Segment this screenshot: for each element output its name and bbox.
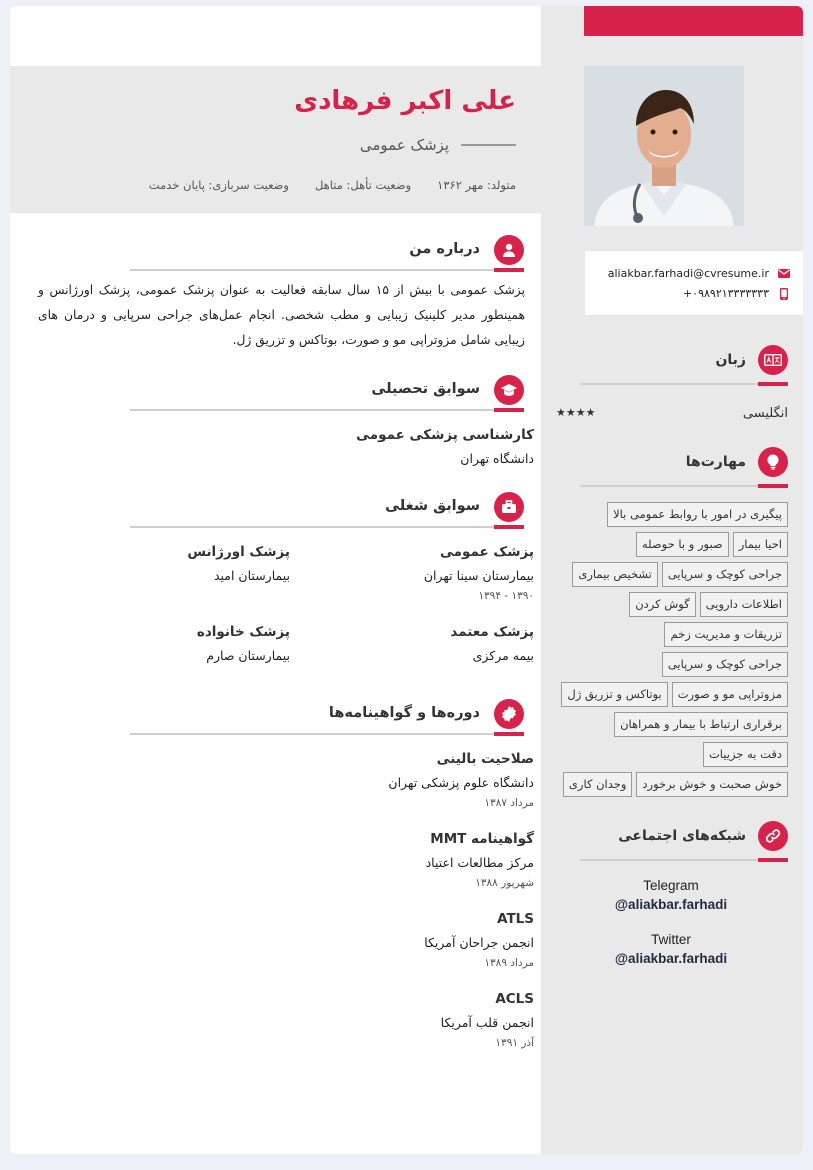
work-entry	[424, 544, 534, 602]
course-date: شهریور ۱۳۸۸	[475, 877, 534, 889]
work-entry	[197, 624, 290, 663]
email-row[interactable]	[597, 265, 791, 282]
mobile-phone-icon	[777, 287, 791, 301]
skill-tag: پیگیری در امور با روابط عمومی بالا	[607, 502, 788, 527]
social-title: شبکه‌های اجتماعی	[618, 828, 746, 844]
sidebar	[541, 6, 803, 1154]
work-title: پزشک اورژانس	[187, 544, 290, 560]
heading-accent	[494, 732, 524, 736]
about-heading	[130, 235, 524, 271]
language-item	[556, 406, 788, 421]
military-status: وضعیت سربازی: پایان خدمت	[148, 178, 289, 192]
course-title: صلاحیت بالینی	[436, 751, 534, 767]
skill-tag: بوتاکس و تزریق ژل	[561, 682, 667, 707]
heading-accent	[494, 268, 524, 272]
skills-title: مهارت‌ها	[685, 454, 746, 470]
skill-tag: وجدان کاری	[563, 772, 633, 797]
email-address: aliakbar.farhadi@cvresume.ir	[607, 267, 769, 280]
social-network: Telegram	[643, 878, 699, 893]
resume-sheet	[10, 6, 803, 1154]
education-heading	[130, 375, 524, 411]
accent-bar	[584, 6, 803, 36]
marital-status: وضعیت تأهل: متاهل	[314, 178, 412, 192]
link-icon	[758, 821, 788, 851]
lightbulb-icon	[758, 447, 788, 477]
graduation-cap-icon	[494, 375, 524, 405]
social-network: Twitter	[651, 932, 691, 947]
about-title: درباره من	[409, 241, 480, 257]
work-title: پزشک خانواده	[196, 624, 290, 640]
work-title: پزشک عمومی	[439, 544, 534, 560]
phone-row[interactable]	[597, 285, 791, 302]
social-item[interactable]	[586, 932, 756, 966]
envelope-icon	[777, 267, 791, 281]
profile-photo	[584, 66, 744, 226]
language-name: انگلیسی	[742, 406, 788, 421]
course-date: مرداد ۱۳۸۹	[484, 957, 534, 969]
social-handle[interactable]: @aliakbar.farhadi	[614, 951, 728, 966]
skill-tag: خوش صحبت و خوش برخورد	[636, 772, 788, 797]
full-name: علی اکبر فرهادی	[294, 86, 516, 116]
heading-accent	[758, 484, 788, 488]
birth-date: متولد: مهر ۱۳۶۲	[437, 178, 516, 192]
course-title: گواهینامه MMT	[430, 831, 534, 847]
work-date: ۱۳۹۰ - ۱۳۹۴	[478, 590, 534, 602]
course-entry	[424, 911, 534, 969]
language-heading	[580, 345, 788, 385]
language-title: زبان	[715, 352, 746, 368]
skill-tag: تزریقات و مدیریت زخم	[664, 622, 788, 647]
work-org: بیمارستان صارم	[206, 648, 290, 663]
job-title-row	[360, 136, 516, 154]
education-title: سوابق تحصیلی	[371, 381, 480, 397]
about-text: پزشک عمومی با بیش از ۱۵ سال سابقه فعالیت به عنوان پزشک عمومی، پزشک اورژانس و همینطور مدیر کلینیک زیبایی و مطب شخصی. انجام عمل‌های جراحی سرپایی و درمان های زیبایی شامل مزوتراپی مو و صورت، بوتاکس و تزریق ژل.	[38, 283, 526, 347]
course-entry	[388, 751, 534, 809]
heading-accent	[494, 525, 524, 529]
work-title: سوابق شغلی	[385, 498, 480, 514]
skill-tag: جراحی کوچک و سرپایی	[662, 652, 788, 677]
heading-accent	[494, 408, 524, 412]
skill-tag: برقراری ارتباط با بیمار و همراهان	[614, 712, 788, 737]
course-date: مرداد ۱۳۸۷	[484, 797, 534, 809]
work-title: پزشک معتمد	[450, 624, 534, 640]
course-org: دانشگاه علوم پزشکی تهران	[388, 775, 534, 790]
social-handle[interactable]: @aliakbar.farhadi	[614, 897, 728, 912]
school: دانشگاه تهران	[460, 451, 534, 466]
course-date: آذر ۱۳۹۱	[495, 1037, 534, 1049]
heading-accent	[758, 382, 788, 386]
skill-tag: دقت به جزییات	[703, 742, 788, 767]
social-item[interactable]	[586, 878, 756, 912]
course-title: ATLS	[497, 911, 534, 927]
skill-tag: مزوتراپی مو و صورت	[672, 682, 788, 707]
work-org: بیمه مرکزی	[472, 648, 534, 663]
skill-tag: صبور و با حوصله	[636, 532, 729, 557]
course-title: ACLS	[495, 991, 534, 1007]
course-org: مرکز مطالعات اعتیاد	[425, 855, 534, 870]
skill-tag: جراحی کوچک و سرپایی	[662, 562, 788, 587]
language-stars: ★★★★	[556, 406, 596, 419]
skill-tag: گوش کردن	[629, 592, 696, 617]
toolbox-icon	[494, 492, 524, 522]
work-org: بیمارستان امید	[213, 568, 290, 583]
courses-title: دوره‌ها و گواهینامه‌ها	[328, 705, 480, 721]
certificate-badge-icon	[494, 699, 524, 729]
personal-info	[149, 178, 516, 192]
courses-heading	[130, 699, 524, 735]
heading-accent	[758, 858, 788, 862]
course-org: انجمن قلب آمریکا	[440, 1015, 534, 1030]
degree: کارشناسی پزشکی عمومی	[356, 427, 534, 443]
resume-header	[10, 66, 541, 213]
education-entry	[356, 427, 534, 466]
social-heading	[580, 821, 788, 861]
work-org: بیمارستان سینا تهران	[423, 568, 534, 583]
contact-box	[585, 251, 803, 315]
skill-tag: اطلاعات دارویی	[700, 592, 788, 617]
phone-number: +۰۹۸۹۲۱۳۳۳۳۳۳۳	[682, 287, 769, 300]
course-entry	[441, 991, 534, 1049]
user-icon	[494, 235, 524, 265]
language-icon	[758, 345, 788, 375]
work-entry	[450, 624, 534, 663]
course-org: انجمن جراحان آمریکا	[424, 935, 534, 950]
title-divider	[461, 144, 516, 146]
work-heading	[130, 492, 524, 528]
skills-list	[560, 502, 788, 797]
skill-tag: احیا بیمار	[733, 532, 788, 557]
course-entry	[426, 831, 534, 889]
job-title: پزشک عمومی	[359, 136, 449, 154]
work-entry	[187, 544, 290, 583]
skill-tag: تشخیص بیماری	[572, 562, 657, 587]
skills-heading	[580, 447, 788, 487]
